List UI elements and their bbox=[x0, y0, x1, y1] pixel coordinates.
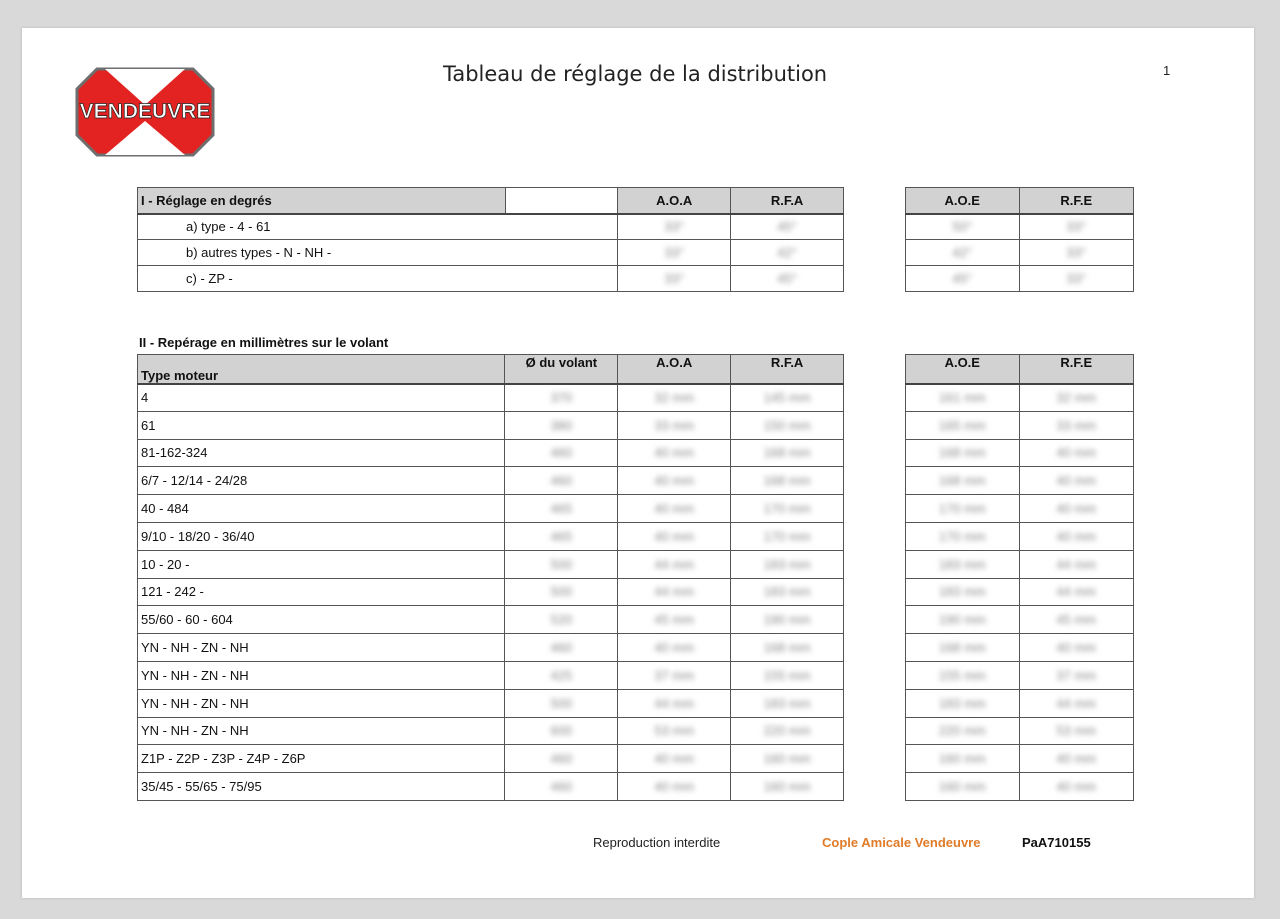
section1-label: I - Réglage en degrés bbox=[138, 188, 506, 214]
aoe-value: 183 mm bbox=[938, 584, 986, 600]
section2-table-right bbox=[905, 354, 1134, 801]
rfa-value: 45° bbox=[777, 271, 797, 286]
aoa-value: 40 mm bbox=[654, 528, 695, 544]
row-label: b) autres types - N - NH - bbox=[138, 240, 618, 266]
table-row bbox=[906, 689, 1134, 717]
aoa-value: 40 mm bbox=[654, 751, 695, 767]
engine-type-cell: 9/10 - 18/20 - 36/40 bbox=[138, 522, 505, 550]
table-row bbox=[138, 439, 844, 467]
header-aoa: A.O.A bbox=[618, 355, 731, 384]
header-blank-cell bbox=[505, 188, 618, 214]
table-row bbox=[138, 240, 844, 266]
header-rfe: R.F.E bbox=[1019, 188, 1134, 214]
engine-type-cell: 10 - 20 - bbox=[138, 550, 505, 578]
document-title: Tableau de réglage de la distribution bbox=[443, 62, 828, 86]
aoa-value: 37 mm bbox=[654, 667, 695, 683]
table-row bbox=[138, 634, 844, 662]
rfa-value: 150 mm bbox=[763, 417, 811, 433]
rfa-value: 168 mm bbox=[763, 473, 811, 489]
table-row bbox=[138, 411, 844, 439]
aoe-value: 160 mm bbox=[938, 751, 986, 767]
header-aoe: A.O.E bbox=[906, 188, 1020, 214]
rfa-value: 183 mm bbox=[763, 556, 811, 572]
rfe-value: 37 mm bbox=[1056, 667, 1097, 683]
aoe-value: 50° bbox=[952, 219, 973, 235]
table-row bbox=[138, 214, 844, 240]
aoe-value: 190 mm bbox=[938, 612, 986, 628]
aoe-value: 160 mm bbox=[938, 779, 986, 795]
flywheel-diameter-value: 465 bbox=[550, 501, 573, 517]
rfe-value: 40 mm bbox=[1056, 528, 1097, 544]
table-row bbox=[906, 606, 1134, 634]
flywheel-diameter-value: 460 bbox=[550, 473, 573, 489]
engine-type-cell: 55/60 - 60 - 604 bbox=[138, 606, 505, 634]
engine-type-cell: 40 - 484 bbox=[138, 495, 505, 523]
header-diametre: Ø du volant bbox=[505, 355, 618, 384]
section1-table-left bbox=[137, 187, 844, 292]
aoe-value: 161 mm bbox=[938, 390, 986, 406]
engine-type-cell: 121 - 242 - bbox=[138, 578, 505, 606]
rfe-value: 32 mm bbox=[1056, 390, 1097, 406]
aoe-value: 170 mm bbox=[938, 501, 986, 517]
rfe-value: 33° bbox=[1066, 219, 1087, 235]
aoe-value: 165 mm bbox=[938, 417, 986, 433]
aoa-value: 32 mm bbox=[654, 390, 695, 406]
rfe-value: 53 mm bbox=[1056, 723, 1097, 739]
flywheel-diameter-value: 425 bbox=[550, 667, 573, 683]
flywheel-diameter-value: 460 bbox=[550, 445, 573, 461]
aoa-value: 45 mm bbox=[654, 612, 695, 628]
table-row bbox=[906, 384, 1134, 412]
aoa-value: 53 mm bbox=[654, 723, 695, 739]
table-row bbox=[138, 522, 844, 550]
rfe-value: 33 mm bbox=[1056, 417, 1097, 433]
table-row bbox=[138, 266, 844, 292]
flywheel-diameter-value: 500 bbox=[550, 695, 573, 711]
rfe-value: 40 mm bbox=[1056, 445, 1097, 461]
table-row bbox=[906, 439, 1134, 467]
table-row bbox=[138, 773, 844, 801]
table-row bbox=[138, 495, 844, 523]
engine-type-cell: 81-162-324 bbox=[138, 439, 505, 467]
rfe-value: 44 mm bbox=[1056, 584, 1097, 600]
header-rfe: R.F.E bbox=[1019, 355, 1133, 384]
table-row bbox=[138, 745, 844, 773]
rfa-value: 170 mm bbox=[763, 528, 811, 544]
footer-club: Cople Amicale Vendeuvre bbox=[822, 835, 981, 850]
flywheel-diameter-value: 460 bbox=[550, 640, 573, 656]
rfa-value: 183 mm bbox=[763, 695, 811, 711]
aoa-value: 40 mm bbox=[654, 473, 695, 489]
rfa-value: 170 mm bbox=[763, 501, 811, 517]
table-row bbox=[906, 717, 1134, 745]
table-row bbox=[138, 467, 844, 495]
table-row bbox=[906, 214, 1134, 240]
aoa-value: 44 mm bbox=[654, 556, 695, 572]
table-row bbox=[906, 634, 1134, 662]
aoe-value: 45° bbox=[952, 271, 973, 286]
flywheel-diameter-value: 500 bbox=[550, 584, 573, 600]
engine-type-cell: 6/7 - 12/14 - 24/28 bbox=[138, 467, 505, 495]
rfa-value: 160 mm bbox=[763, 751, 811, 767]
rfa-value: 145 mm bbox=[763, 390, 811, 406]
rfe-value: 40 mm bbox=[1056, 501, 1097, 517]
aoa-value: 33° bbox=[664, 245, 685, 260]
header-aoa: A.O.A bbox=[618, 188, 731, 214]
rfe-value: 40 mm bbox=[1056, 779, 1097, 795]
flywheel-diameter-value: 380 bbox=[550, 417, 573, 433]
table-row bbox=[138, 578, 844, 606]
engine-type-cell: 61 bbox=[138, 411, 505, 439]
rfa-value: 42° bbox=[777, 245, 797, 260]
aoe-value: 183 mm bbox=[938, 556, 986, 572]
table-row bbox=[138, 606, 844, 634]
flywheel-diameter-value: 460 bbox=[550, 751, 573, 767]
rfe-value: 33° bbox=[1066, 271, 1087, 286]
aoe-value: 168 mm bbox=[938, 445, 986, 461]
aoa-value: 33° bbox=[664, 219, 685, 235]
aoa-value: 40 mm bbox=[654, 501, 695, 517]
flywheel-diameter-value: 520 bbox=[550, 612, 573, 628]
section2-table-left bbox=[137, 354, 844, 801]
engine-type-cell: YN - NH - ZN - NH bbox=[138, 689, 505, 717]
table-row bbox=[906, 661, 1134, 689]
flywheel-diameter-value: 600 bbox=[550, 723, 573, 739]
rfa-value: 168 mm bbox=[763, 640, 811, 656]
flywheel-diameter-value: 370 bbox=[550, 390, 573, 406]
aoa-value: 40 mm bbox=[654, 779, 695, 795]
engine-type-cell: 4 bbox=[138, 384, 505, 412]
engine-type-cell: YN - NH - ZN - NH bbox=[138, 634, 505, 662]
flywheel-diameter-value: 465 bbox=[550, 528, 573, 544]
aoa-value: 33 mm bbox=[654, 417, 695, 433]
table-row bbox=[138, 661, 844, 689]
table-row bbox=[138, 689, 844, 717]
rfa-value: 155 mm bbox=[763, 667, 811, 683]
aoa-value: 44 mm bbox=[654, 584, 695, 600]
rfa-value: 220 mm bbox=[763, 723, 811, 739]
footer-ref: PaA710155 bbox=[1022, 835, 1091, 850]
page-number: 1 bbox=[1163, 63, 1171, 78]
table-row bbox=[138, 717, 844, 745]
flywheel-diameter-value: 460 bbox=[550, 779, 573, 795]
rfa-value: 190 mm bbox=[763, 612, 811, 628]
table-row bbox=[906, 773, 1134, 801]
section2-label: II - Repérage en millimètres sur le volant bbox=[139, 335, 389, 350]
engine-type-cell: YN - NH - ZN - NH bbox=[138, 717, 505, 745]
document-page bbox=[22, 28, 1254, 898]
rfe-value: 44 mm bbox=[1056, 556, 1097, 572]
rfe-value: 44 mm bbox=[1056, 695, 1097, 711]
row-label: a) type - 4 - 61 bbox=[138, 214, 618, 240]
table-row bbox=[906, 495, 1134, 523]
aoe-value: 170 mm bbox=[938, 528, 986, 544]
rfa-value: 45° bbox=[777, 219, 797, 235]
table-row bbox=[138, 384, 844, 412]
header-rfa: R.F.A bbox=[731, 355, 844, 384]
table-row bbox=[906, 467, 1134, 495]
vendeuvre-logo bbox=[75, 67, 215, 157]
rfe-value: 33° bbox=[1066, 245, 1087, 260]
rfe-value: 40 mm bbox=[1056, 751, 1097, 767]
table-row bbox=[906, 578, 1134, 606]
svg-text:VENDEUVRE: VENDEUVRE bbox=[79, 100, 211, 123]
aoa-value: 40 mm bbox=[654, 445, 695, 461]
table-row bbox=[906, 411, 1134, 439]
flywheel-diameter-value: 500 bbox=[550, 556, 573, 572]
rfa-value: 168 mm bbox=[763, 445, 811, 461]
aoe-value: 168 mm bbox=[938, 473, 986, 489]
rfa-value: 183 mm bbox=[763, 584, 811, 600]
engine-type-cell: Z1P - Z2P - Z3P - Z4P - Z6P bbox=[138, 745, 505, 773]
rfe-value: 45 mm bbox=[1056, 612, 1097, 628]
table-row bbox=[138, 550, 844, 578]
table-row bbox=[906, 266, 1134, 292]
rfa-value: 160 mm bbox=[763, 779, 811, 795]
table-row bbox=[906, 550, 1134, 578]
aoa-value: 33° bbox=[664, 271, 685, 286]
section1-table-right bbox=[905, 187, 1134, 292]
header-type-moteur: Type moteur bbox=[138, 355, 505, 384]
aoa-value: 40 mm bbox=[654, 640, 695, 656]
footer-notice: Reproduction interdite bbox=[593, 835, 721, 850]
header-aoe: A.O.E bbox=[906, 355, 1020, 384]
aoe-value: 42° bbox=[952, 245, 973, 260]
aoe-value: 168 mm bbox=[938, 640, 986, 656]
aoe-value: 155 mm bbox=[938, 667, 986, 683]
table-row bbox=[906, 745, 1134, 773]
aoe-value: 220 mm bbox=[938, 723, 986, 739]
rfe-value: 40 mm bbox=[1056, 473, 1097, 489]
table-row bbox=[906, 522, 1134, 550]
table-row bbox=[906, 240, 1134, 266]
row-label: c) - ZP - bbox=[138, 266, 618, 292]
rfe-value: 40 mm bbox=[1056, 640, 1097, 656]
engine-type-cell: YN - NH - ZN - NH bbox=[138, 661, 505, 689]
engine-type-cell: 35/45 - 55/65 - 75/95 bbox=[138, 773, 505, 801]
aoe-value: 183 mm bbox=[938, 695, 986, 711]
aoa-value: 44 mm bbox=[654, 695, 695, 711]
header-rfa: R.F.A bbox=[731, 188, 844, 214]
